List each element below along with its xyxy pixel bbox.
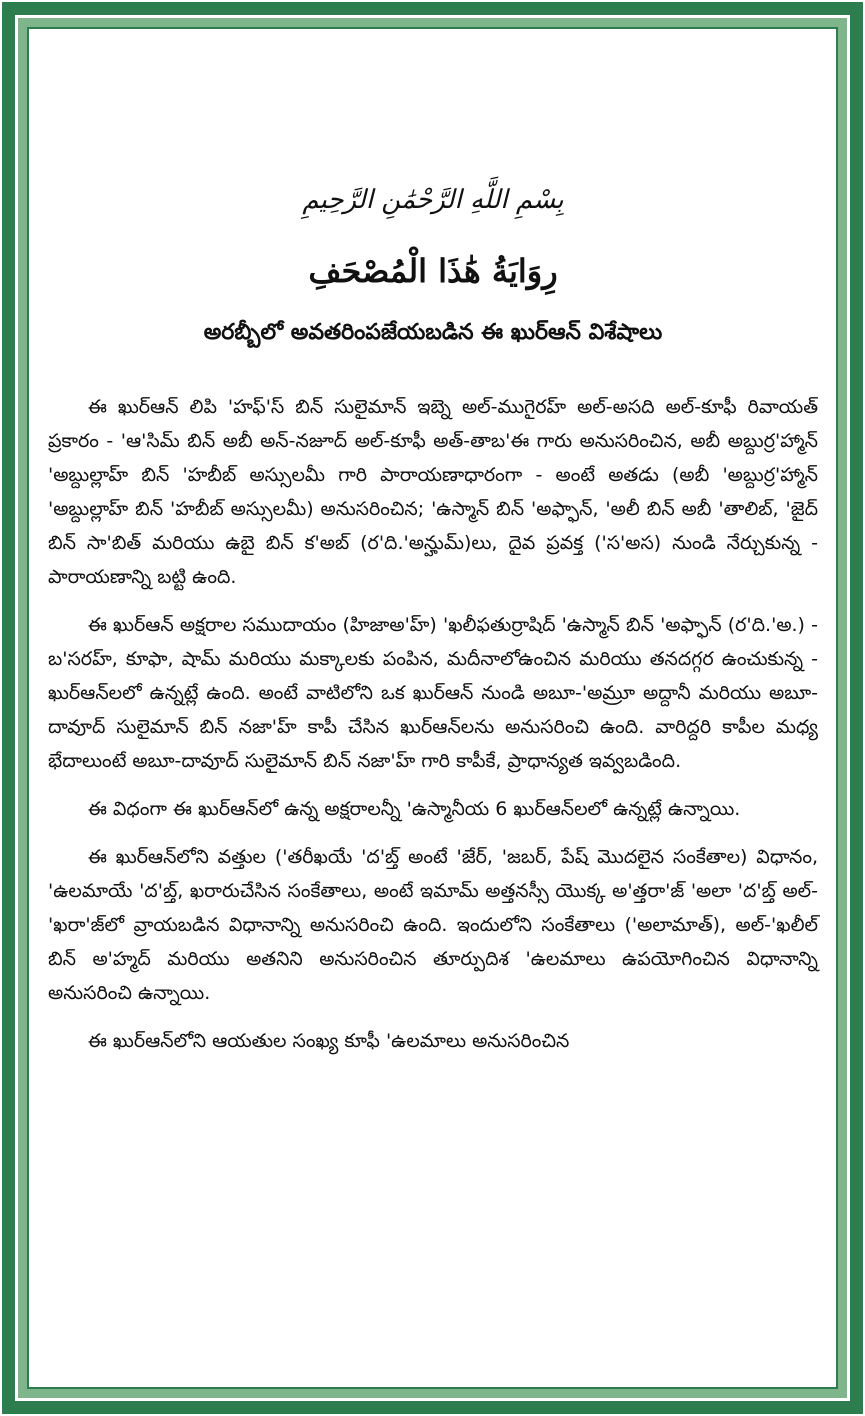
page-content [48, 180, 818, 1072]
paragraph-3: ఈ విధంగా ఈ ఖుర్ఆన్‌లో ఉన్న అక్షరాలన్నీ 'ఉస్మానీయ 6 ఖుర్ఆన్‌లలో ఉన్నట్లే ఉన్నాయి. [88, 798, 741, 820]
page-subtitle: అరబ్బీలో అవతరింపజేయబడిన ఈ ఖుర్ఆన్ విశేషాలు [203, 320, 663, 345]
paragraph-2: ఈ ఖుర్ఆన్ అక్షరాల సముదాయం (హిజాఅ'హ్) 'ఖలీఫతుర్రాషిద్ 'ఉస్మాన్ బిన్ 'అఫ్ఫాన్ (ర'ది.'అ.) - బ'సరహ్, కూఫా, షామ్ మరియు మక్కాలకు పంపిన, మదీనాలోఉంచిన మరియు తనదగ్గర ఉంచుకున్న - ఖుర్ఆన్‌లలో ఉన్నట్లే ఉంది. అంటే వాటిలోని ఒక ఖుర్ఆన్ నుండి అబూ-'అమ్రూ అద్దానీ మరియు అబూ-దావూద్ సులైమాన్ బిన్ నజా'హ్ కాపీ చేసిన ఖుర్ఆన్‌లను అనుసరించి ఉంది. వారిద్దరి కాపీల మధ్య భేదాలుంటే అబూ-దావూద్ సులైమాన్ బిన్ నజా'హ్ గారి కాపీకే, ప్రాధాన్యత ఇవ్వబడింది. [48, 614, 818, 772]
paragraph-1: ఈ ఖుర్ఆన్ లిపి 'హఫ్'స్ బిన్ సులైమాన్ ఇబ్నె అల్-ముగైరహ్ అల్-అసది అల్-కూఫీ రివాయత్ ప్రకారం - 'ఆ'సిమ్ బిన్ అబీ అన్-నజూద్ అల్-కూఫీ అత్-తాబ'ఈ గారు అనుసరించిన, అబీ అబ్దుర్ర'హ్మాన్ 'అబ్దుల్లాహ్ బిన్ 'హబీబ్ అస్సులమీ గారి పారాయణాధారంగా - అంటే అతడు (అబీ 'అబ్దుర్ర'హ్మాన్ 'అబ్దుల్లాహ్ బిన్ 'హబీబ్ అస్సులమీ) అనుసరించిన; 'ఉస్మాన్ బిన్ 'అఫ్ఫాన్, 'అలీ బిన్ అబీ 'తాలిబ్, 'జైద్ బిన్ సా'బిత్ మరియు ఉబై బిన్ క'అబ్ (ర'ది.'అన్హుమ్)లు, దైవ ప్రవక్త ('స'అస) నుండి నేర్చుకున్న - పారాయణాన్ని బట్టి ఉంది. [48, 396, 818, 588]
basmala-calligraphy: بِسْمِ اللَّهِ الرَّحْمَٰنِ الرَّحِيمِ [302, 185, 564, 215]
paragraph-4: ఈ ఖుర్ఆన్‌లోని వత్తుల ('తరీఖయే 'ద'బ్త్ అంటే 'జేర్, 'జబర్, పేష్ మొదలైన సంకేతాల) విధానం, 'ఉలమాయే 'ద'బ్త్, ఖరారుచేసిన సంకేతాలు, అంటే ఇమామ్ అత్తనస్సీ యొక్క అ'త్తరా'జ్ 'అలా 'ద'బ్త్ అల్-'ఖరా'జ్‌లో వ్రాయబడిన విధానాన్ని అనుసరించి ఉంది. ఇందులోని సంకేతాలు ('అలామాత్), అల్-'ఖలీల్ బిన్ అ'హ్మద్ మరియు అతనిని అనుసరించిన తూర్పుదిశ 'ఉలమాలు ఉపయోగించిన విధానాన్ని అనుసరించి ఉన్నాయి. [48, 846, 818, 1004]
arabic-heading: رِوَايَةُ هَٰذَا الْمُصْحَفِ [308, 252, 558, 290]
paragraph-5: ఈ ఖుర్ఆన్‌లోని ఆయతుల సంఖ్య కూఫీ 'ఉలమాలు అనుసరించిన [88, 1030, 570, 1052]
